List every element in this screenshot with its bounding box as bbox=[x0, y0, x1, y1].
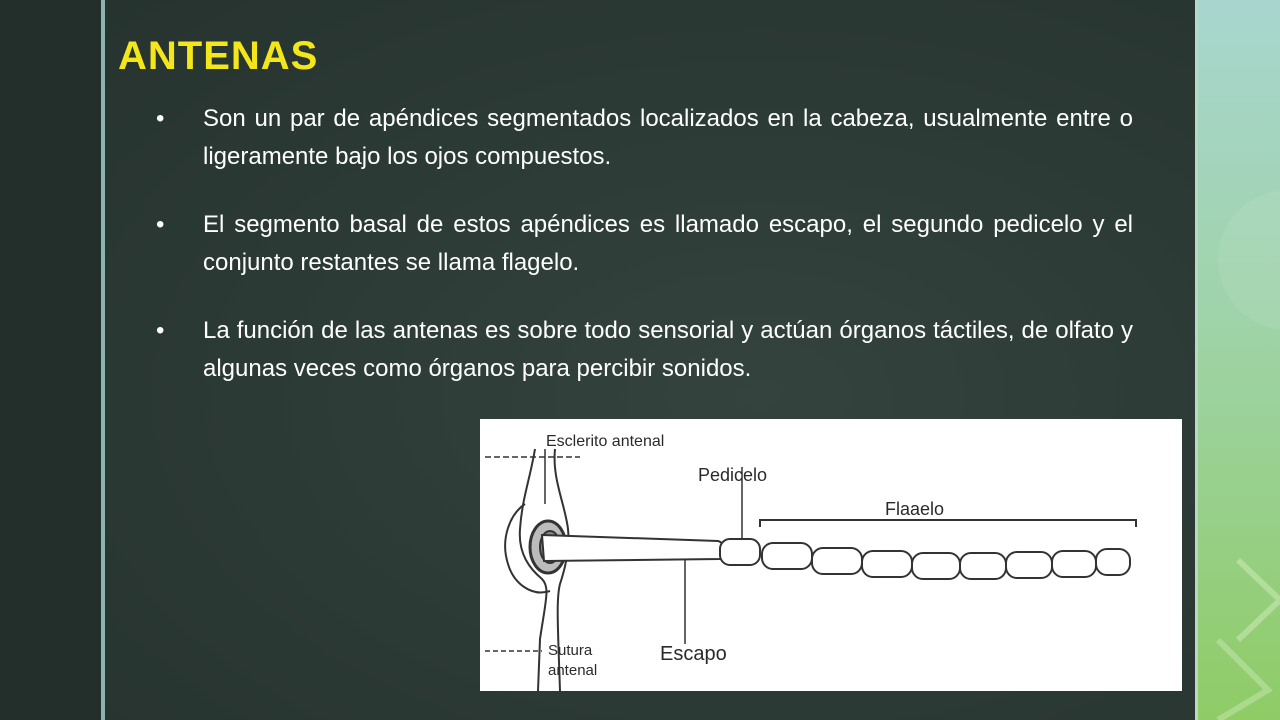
label-antenal: antenal bbox=[548, 662, 598, 679]
bullet-item bbox=[150, 312, 1133, 388]
bullet-list bbox=[150, 100, 1133, 418]
left-band bbox=[0, 0, 101, 720]
bullet-marker: • bbox=[156, 105, 165, 132]
label-pedicelo: Pedicelo bbox=[698, 465, 768, 485]
label-esclerito-antenal: Esclerito antenal bbox=[546, 433, 665, 450]
bullet-text: El segmento basal de estos apéndices es llamado escapo, el segundo pedicelo y el conjunto restantes se llama flagelo. bbox=[203, 211, 1133, 276]
bullet-marker: • bbox=[156, 317, 165, 344]
chevron-decoration bbox=[1198, 0, 1280, 720]
bullet-text: Son un par de apéndices segmentados localizados en la cabeza, usualmente entre o ligeramente bajo los ojos compuestos. bbox=[203, 105, 1133, 170]
slide-title: ANTENAS bbox=[118, 34, 319, 78]
label-sutura: Sutura bbox=[548, 642, 593, 659]
decorative-side-panel bbox=[1198, 0, 1280, 720]
bullet-item bbox=[150, 100, 1133, 176]
antenna-illustration bbox=[480, 419, 1182, 691]
antenna-diagram bbox=[480, 419, 1182, 691]
label-flagelo: Flaaelo bbox=[885, 499, 945, 519]
bullet-text: La función de las antenas es sobre todo sensorial y actúan órganos táctiles, de olfato y algunas veces como órganos para percibir sonidos. bbox=[203, 317, 1133, 382]
bullet-marker: • bbox=[156, 211, 165, 238]
bullet-item bbox=[150, 206, 1133, 282]
label-escapo: Escapo bbox=[660, 643, 727, 665]
